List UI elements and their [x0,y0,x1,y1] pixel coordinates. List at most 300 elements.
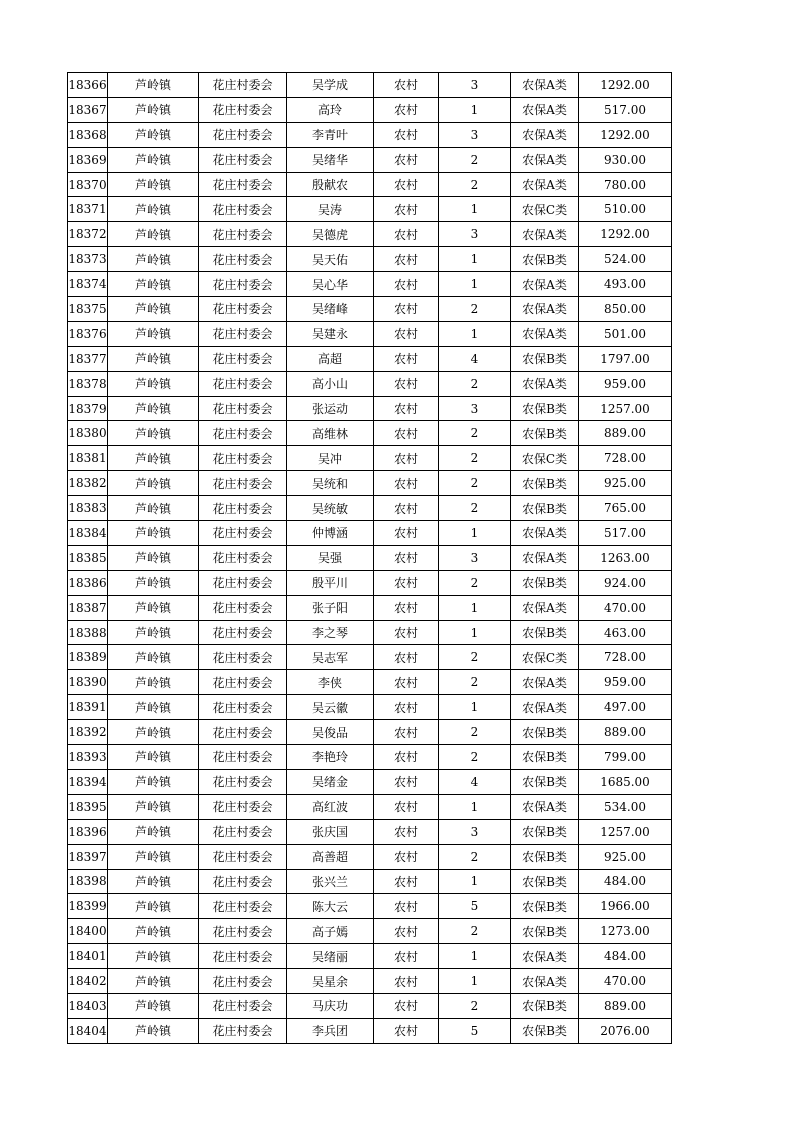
insurance-category-cell: 农保A类 [511,695,579,720]
household-size-cell: 2 [439,421,511,446]
household-size-cell: 1 [439,521,511,546]
town-cell: 芦岭镇 [108,1018,199,1043]
village-committee-cell: 花庄村委会 [199,272,287,297]
amount-cell: 889.00 [579,421,672,446]
table-row [68,993,672,1018]
household-size-cell: 5 [439,894,511,919]
town-cell: 芦岭镇 [108,969,199,994]
household-size-cell: 2 [439,919,511,944]
name-cell: 仲博涵 [287,521,374,546]
amount-cell: 925.00 [579,471,672,496]
table-row [68,73,672,98]
village-committee-cell: 花庄村委会 [199,944,287,969]
village-committee-cell: 花庄村委会 [199,869,287,894]
insurance-category-cell: 农保A类 [511,944,579,969]
village-committee-cell: 花庄村委会 [199,620,287,645]
name-cell: 高小山 [287,371,374,396]
town-cell: 芦岭镇 [108,247,199,272]
amount-cell: 524.00 [579,247,672,272]
household-type-cell: 农村 [374,919,439,944]
table-row [68,1018,672,1043]
insurance-category-cell: 农保B类 [511,919,579,944]
record-id-cell: 18401 [68,944,108,969]
household-size-cell: 1 [439,247,511,272]
household-type-cell: 农村 [374,969,439,994]
name-cell: 吴星余 [287,969,374,994]
household-type-cell: 农村 [374,147,439,172]
household-type-cell: 农村 [374,720,439,745]
household-type-cell: 农村 [374,819,439,844]
household-type-cell: 农村 [374,247,439,272]
record-id-cell: 18386 [68,570,108,595]
amount-cell: 501.00 [579,321,672,346]
amount-cell: 1273.00 [579,919,672,944]
town-cell: 芦岭镇 [108,620,199,645]
town-cell: 芦岭镇 [108,844,199,869]
village-committee-cell: 花庄村委会 [199,969,287,994]
name-cell: 吴绪华 [287,147,374,172]
household-size-cell: 4 [439,346,511,371]
amount-cell: 959.00 [579,371,672,396]
record-id-cell: 18390 [68,670,108,695]
insurance-category-cell: 农保B类 [511,570,579,595]
household-type-cell: 农村 [374,944,439,969]
household-size-cell: 2 [439,172,511,197]
town-cell: 芦岭镇 [108,272,199,297]
household-type-cell: 农村 [374,894,439,919]
village-committee-cell: 花庄村委会 [199,570,287,595]
name-cell: 张子阳 [287,595,374,620]
amount-cell: 925.00 [579,844,672,869]
name-cell: 吴涛 [287,197,374,222]
amount-cell: 728.00 [579,645,672,670]
insurance-category-cell: 农保B类 [511,421,579,446]
household-type-cell: 农村 [374,446,439,471]
village-committee-cell: 花庄村委会 [199,745,287,770]
insurance-category-cell: 农保B类 [511,247,579,272]
name-cell: 张兴兰 [287,869,374,894]
household-type-cell: 农村 [374,73,439,98]
town-cell: 芦岭镇 [108,197,199,222]
amount-cell: 510.00 [579,197,672,222]
household-size-cell: 1 [439,197,511,222]
record-id-cell: 18370 [68,172,108,197]
household-type-cell: 农村 [374,297,439,322]
table-row [68,222,672,247]
name-cell: 吴绪丽 [287,944,374,969]
household-type-cell: 农村 [374,496,439,521]
table-row [68,371,672,396]
insurance-category-cell: 农保B类 [511,769,579,794]
village-committee-cell: 花庄村委会 [199,446,287,471]
household-size-cell: 1 [439,944,511,969]
table-row [68,645,672,670]
town-cell: 芦岭镇 [108,172,199,197]
town-cell: 芦岭镇 [108,97,199,122]
name-cell: 殷平川 [287,570,374,595]
amount-cell: 463.00 [579,620,672,645]
table-row [68,944,672,969]
amount-cell: 765.00 [579,496,672,521]
household-size-cell: 2 [439,745,511,770]
village-committee-cell: 花庄村委会 [199,720,287,745]
table-row [68,496,672,521]
amount-cell: 959.00 [579,670,672,695]
village-committee-cell: 花庄村委会 [199,819,287,844]
amount-cell: 534.00 [579,794,672,819]
household-type-cell: 农村 [374,197,439,222]
name-cell: 高超 [287,346,374,371]
town-cell: 芦岭镇 [108,745,199,770]
insurance-category-cell: 农保A类 [511,172,579,197]
household-type-cell: 农村 [374,595,439,620]
name-cell: 吴俊品 [287,720,374,745]
household-type-cell: 农村 [374,869,439,894]
amount-cell: 484.00 [579,869,672,894]
town-cell: 芦岭镇 [108,122,199,147]
household-type-cell: 农村 [374,471,439,496]
town-cell: 芦岭镇 [108,222,199,247]
household-size-cell: 2 [439,471,511,496]
record-id-cell: 18384 [68,521,108,546]
name-cell: 吴天佑 [287,247,374,272]
table-row [68,695,672,720]
record-id-cell: 18403 [68,993,108,1018]
record-id-cell: 18375 [68,297,108,322]
amount-cell: 1685.00 [579,769,672,794]
household-size-cell: 2 [439,371,511,396]
table-row [68,969,672,994]
record-id-cell: 18388 [68,620,108,645]
table-row [68,670,672,695]
record-id-cell: 18373 [68,247,108,272]
record-id-cell: 18366 [68,73,108,98]
amount-cell: 517.00 [579,97,672,122]
table-row [68,919,672,944]
name-cell: 张运动 [287,396,374,421]
amount-cell: 2076.00 [579,1018,672,1043]
village-committee-cell: 花庄村委会 [199,421,287,446]
table-row [68,894,672,919]
town-cell: 芦岭镇 [108,147,199,172]
table-row [68,471,672,496]
records-table-body [68,73,672,1044]
household-size-cell: 2 [439,844,511,869]
name-cell: 马庆功 [287,993,374,1018]
village-committee-cell: 花庄村委会 [199,794,287,819]
household-size-cell: 3 [439,396,511,421]
record-id-cell: 18397 [68,844,108,869]
table-row [68,595,672,620]
name-cell: 李青叶 [287,122,374,147]
town-cell: 芦岭镇 [108,321,199,346]
amount-cell: 470.00 [579,969,672,994]
table-row [68,545,672,570]
village-committee-cell: 花庄村委会 [199,147,287,172]
household-size-cell: 1 [439,97,511,122]
name-cell: 吴云徽 [287,695,374,720]
insurance-category-cell: 农保A类 [511,595,579,620]
record-id-cell: 18404 [68,1018,108,1043]
household-type-cell: 农村 [374,570,439,595]
household-size-cell: 2 [439,993,511,1018]
household-type-cell: 农村 [374,222,439,247]
household-size-cell: 2 [439,670,511,695]
record-id-cell: 18378 [68,371,108,396]
amount-cell: 1966.00 [579,894,672,919]
name-cell: 吴建永 [287,321,374,346]
table-row [68,819,672,844]
insurance-category-cell: 农保B类 [511,1018,579,1043]
amount-cell: 497.00 [579,695,672,720]
town-cell: 芦岭镇 [108,471,199,496]
household-size-cell: 1 [439,794,511,819]
village-committee-cell: 花庄村委会 [199,496,287,521]
insurance-category-cell: 农保A类 [511,321,579,346]
village-committee-cell: 花庄村委会 [199,197,287,222]
household-type-cell: 农村 [374,620,439,645]
record-id-cell: 18380 [68,421,108,446]
record-id-cell: 18367 [68,97,108,122]
village-committee-cell: 花庄村委会 [199,645,287,670]
amount-cell: 1292.00 [579,222,672,247]
insurance-category-cell: 农保B类 [511,620,579,645]
insurance-category-cell: 农保A类 [511,297,579,322]
insurance-category-cell: 农保B类 [511,396,579,421]
name-cell: 吴强 [287,545,374,570]
record-id-cell: 18395 [68,794,108,819]
insurance-category-cell: 农保B类 [511,720,579,745]
household-size-cell: 3 [439,819,511,844]
insurance-category-cell: 农保A类 [511,222,579,247]
record-id-cell: 18379 [68,396,108,421]
name-cell: 高子嫣 [287,919,374,944]
record-id-cell: 18376 [68,321,108,346]
amount-cell: 1797.00 [579,346,672,371]
amount-cell: 728.00 [579,446,672,471]
amount-cell: 850.00 [579,297,672,322]
town-cell: 芦岭镇 [108,446,199,471]
insurance-category-cell: 农保A类 [511,521,579,546]
table-row [68,620,672,645]
table-row [68,346,672,371]
record-id-cell: 18402 [68,969,108,994]
town-cell: 芦岭镇 [108,595,199,620]
insurance-category-cell: 农保B类 [511,745,579,770]
village-committee-cell: 花庄村委会 [199,321,287,346]
household-type-cell: 农村 [374,122,439,147]
name-cell: 陈大云 [287,894,374,919]
household-size-cell: 1 [439,272,511,297]
table-row [68,247,672,272]
name-cell: 吴志军 [287,645,374,670]
name-cell: 吴绪峰 [287,297,374,322]
record-id-cell: 18391 [68,695,108,720]
household-type-cell: 农村 [374,521,439,546]
household-size-cell: 2 [439,720,511,745]
household-type-cell: 农村 [374,396,439,421]
household-size-cell: 3 [439,222,511,247]
table-row [68,172,672,197]
amount-cell: 470.00 [579,595,672,620]
table-row [68,844,672,869]
name-cell: 吴统敏 [287,496,374,521]
village-committee-cell: 花庄村委会 [199,73,287,98]
village-committee-cell: 花庄村委会 [199,97,287,122]
household-type-cell: 农村 [374,695,439,720]
amount-cell: 780.00 [579,172,672,197]
insurance-category-cell: 农保A类 [511,371,579,396]
household-type-cell: 农村 [374,993,439,1018]
village-committee-cell: 花庄村委会 [199,371,287,396]
household-type-cell: 农村 [374,321,439,346]
household-type-cell: 农村 [374,272,439,297]
name-cell: 殷献农 [287,172,374,197]
household-size-cell: 3 [439,73,511,98]
name-cell: 吴德虎 [287,222,374,247]
insurance-category-cell: 农保B类 [511,471,579,496]
town-cell: 芦岭镇 [108,496,199,521]
table-row [68,745,672,770]
household-type-cell: 农村 [374,745,439,770]
household-size-cell: 3 [439,545,511,570]
household-size-cell: 2 [439,496,511,521]
household-type-cell: 农村 [374,172,439,197]
town-cell: 芦岭镇 [108,794,199,819]
town-cell: 芦岭镇 [108,894,199,919]
insurance-category-cell: 农保A类 [511,545,579,570]
village-committee-cell: 花庄村委会 [199,769,287,794]
table-row [68,122,672,147]
town-cell: 芦岭镇 [108,720,199,745]
town-cell: 芦岭镇 [108,297,199,322]
village-committee-cell: 花庄村委会 [199,844,287,869]
town-cell: 芦岭镇 [108,695,199,720]
village-committee-cell: 花庄村委会 [199,919,287,944]
town-cell: 芦岭镇 [108,993,199,1018]
name-cell: 吴冲 [287,446,374,471]
record-id-cell: 18383 [68,496,108,521]
household-size-cell: 3 [439,122,511,147]
record-id-cell: 18393 [68,745,108,770]
town-cell: 芦岭镇 [108,869,199,894]
household-size-cell: 2 [439,570,511,595]
table-row [68,297,672,322]
town-cell: 芦岭镇 [108,645,199,670]
insurance-category-cell: 农保C类 [511,197,579,222]
village-committee-cell: 花庄村委会 [199,695,287,720]
town-cell: 芦岭镇 [108,421,199,446]
household-type-cell: 农村 [374,844,439,869]
record-id-cell: 18369 [68,147,108,172]
household-size-cell: 2 [439,297,511,322]
town-cell: 芦岭镇 [108,570,199,595]
village-committee-cell: 花庄村委会 [199,1018,287,1043]
insurance-category-cell: 农保C类 [511,645,579,670]
household-type-cell: 农村 [374,545,439,570]
record-id-cell: 18398 [68,869,108,894]
insurance-category-cell: 农保A类 [511,969,579,994]
household-size-cell: 5 [439,1018,511,1043]
insurance-category-cell: 农保B类 [511,869,579,894]
household-type-cell: 农村 [374,346,439,371]
table-row [68,197,672,222]
household-size-cell: 2 [439,446,511,471]
village-committee-cell: 花庄村委会 [199,247,287,272]
household-type-cell: 农村 [374,371,439,396]
town-cell: 芦岭镇 [108,346,199,371]
name-cell: 高玲 [287,97,374,122]
amount-cell: 889.00 [579,720,672,745]
record-id-cell: 18387 [68,595,108,620]
name-cell: 高维林 [287,421,374,446]
insurance-category-cell: 农保B类 [511,894,579,919]
insurance-category-cell: 农保C类 [511,446,579,471]
town-cell: 芦岭镇 [108,371,199,396]
village-committee-cell: 花庄村委会 [199,172,287,197]
record-id-cell: 18372 [68,222,108,247]
insurance-category-cell: 农保A类 [511,670,579,695]
village-committee-cell: 花庄村委会 [199,545,287,570]
amount-cell: 1257.00 [579,819,672,844]
name-cell: 吴学成 [287,73,374,98]
town-cell: 芦岭镇 [108,545,199,570]
town-cell: 芦岭镇 [108,670,199,695]
record-id-cell: 18394 [68,769,108,794]
record-id-cell: 18385 [68,545,108,570]
amount-cell: 1292.00 [579,122,672,147]
name-cell: 李侠 [287,670,374,695]
record-id-cell: 18368 [68,122,108,147]
village-committee-cell: 花庄村委会 [199,297,287,322]
household-size-cell: 1 [439,321,511,346]
record-id-cell: 18382 [68,471,108,496]
records-table [67,72,672,1044]
amount-cell: 924.00 [579,570,672,595]
record-id-cell: 18381 [68,446,108,471]
household-type-cell: 农村 [374,97,439,122]
amount-cell: 484.00 [579,944,672,969]
table-row [68,446,672,471]
village-committee-cell: 花庄村委会 [199,894,287,919]
insurance-category-cell: 农保B类 [511,993,579,1018]
record-id-cell: 18371 [68,197,108,222]
insurance-category-cell: 农保B类 [511,844,579,869]
insurance-category-cell: 农保A类 [511,794,579,819]
amount-cell: 1292.00 [579,73,672,98]
table-row [68,521,672,546]
household-type-cell: 农村 [374,421,439,446]
village-committee-cell: 花庄村委会 [199,993,287,1018]
town-cell: 芦岭镇 [108,769,199,794]
village-committee-cell: 花庄村委会 [199,222,287,247]
record-id-cell: 18399 [68,894,108,919]
name-cell: 高红波 [287,794,374,819]
village-committee-cell: 花庄村委会 [199,521,287,546]
town-cell: 芦岭镇 [108,944,199,969]
record-id-cell: 18400 [68,919,108,944]
household-size-cell: 1 [439,595,511,620]
town-cell: 芦岭镇 [108,819,199,844]
record-id-cell: 18396 [68,819,108,844]
household-type-cell: 农村 [374,1018,439,1043]
table-row [68,794,672,819]
household-type-cell: 农村 [374,645,439,670]
amount-cell: 517.00 [579,521,672,546]
town-cell: 芦岭镇 [108,521,199,546]
record-id-cell: 18389 [68,645,108,670]
town-cell: 芦岭镇 [108,396,199,421]
